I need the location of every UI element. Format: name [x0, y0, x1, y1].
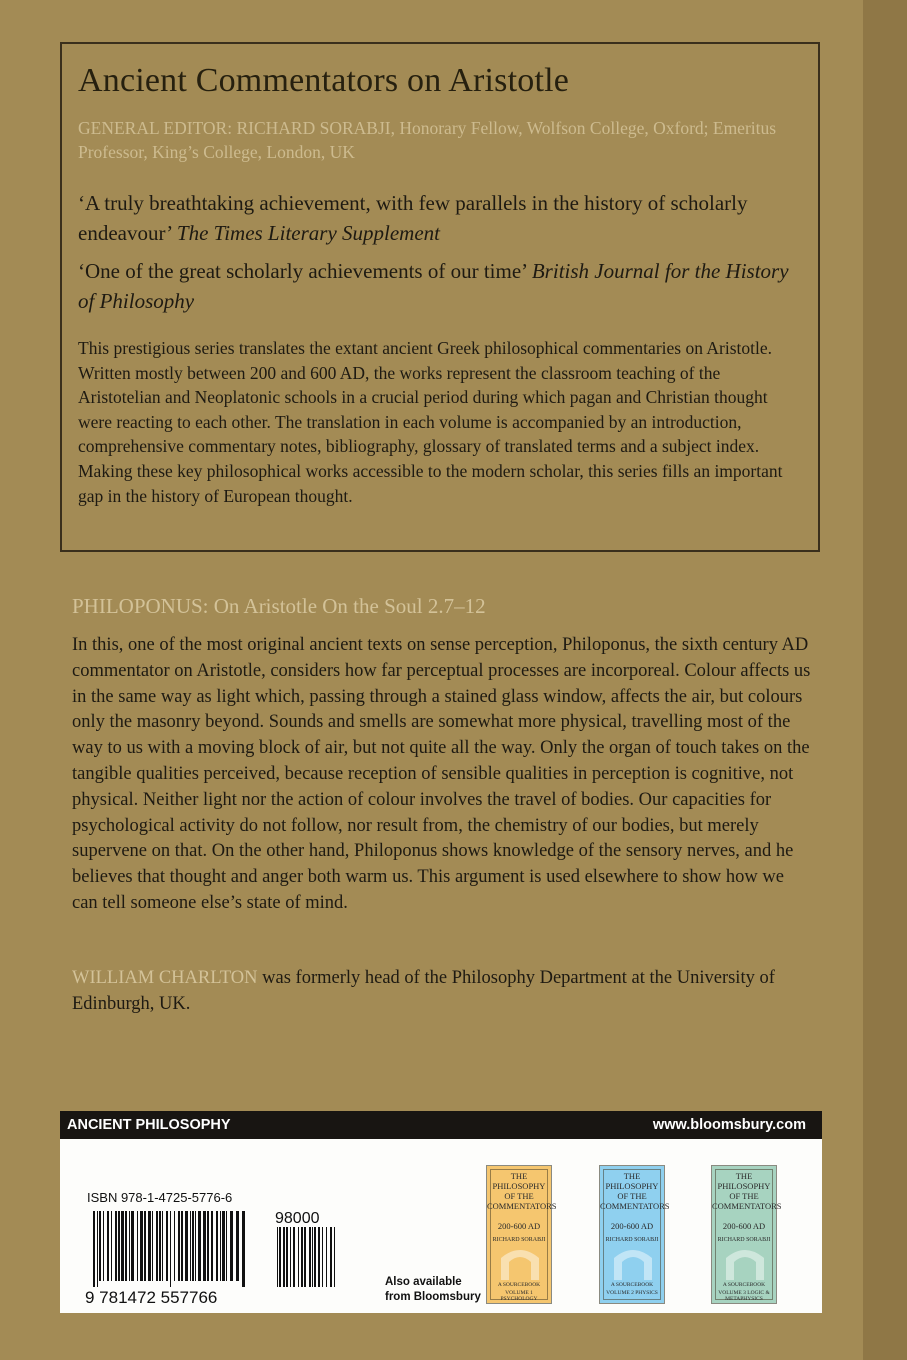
general-editor: GENERAL EDITOR: RICHARD SORABJI, Honorary Fellow, Wolfson College, Oxford; Emeritus Professor, King’s College, London, UK [78, 118, 777, 162]
arch-illustration [612, 1246, 654, 1280]
quote-text: ‘A truly breathtaking achievement, with few parallels in the history of scholarly endeavour’ [78, 191, 748, 245]
cover-volume: VOLUME 3 LOGIC & METAPHYSICS [718, 1290, 770, 1302]
cover-author: RICHARD SORABJI [605, 1237, 659, 1243]
quote-source: The Times Literary Supplement [176, 221, 440, 245]
category-bar [60, 1111, 822, 1139]
price-code: 98000 [275, 1211, 320, 1227]
author-name: WILLIAM CHARLTON [72, 968, 258, 988]
cover-title: THE PHILOSOPHY OF THE COMMENTATORS [487, 1171, 557, 1211]
series-description: This prestigious series translates the extant ancient Greek philosophical commentaries on Aristotle. Written mostly between 200 and 600 AD, the works represent the classroom teaching of the Aristotelian and Neoplatonic schools in a crucial period during which pagan and Christian thought were reacting to each other. The translation in each volume is accompanied by an introduction, comprehensive commentary notes, bibliography, glossary of translated terms and a subject index. Making these key philosophical works accessible to the modern scholar, this series fills an important gap in the history of European thought. [78, 338, 783, 506]
review-quote-2 [78, 256, 798, 316]
isbn: ISBN 978-1-4725-5776-6 [87, 1190, 233, 1205]
barcode-panel [60, 1139, 822, 1313]
cover-years: 200-600 AD [497, 1221, 541, 1231]
cover-author: RICHARD SORABJI [717, 1237, 771, 1243]
barcode-addon-bars [277, 1227, 335, 1287]
arch-illustration [724, 1246, 766, 1280]
cover-years: 200-600 AD [722, 1221, 766, 1231]
barcode-bars [93, 1211, 245, 1287]
cover-volume: VOLUME 2 PHYSICS [606, 1290, 658, 1296]
author-bio-text: was formerly head of the Philosophy Department at the University of Edinburgh, UK. [72, 968, 775, 1014]
cover-label: A SOURCEBOOK [722, 1282, 766, 1288]
quote-text: ‘One of the great scholarly achievements of our time’ [78, 259, 527, 283]
book-blurb: In this, one of the most original ancient texts on sense perception, Philoponus, the sixth century AD commentator on Aristotle, considers how far perceptual processes are incorporeal. Colour affects us in the same way as light which, passing through a stained glass window, affects the air, but colours only the masonry beyond. Sounds and smells are somewhat more physical, travelling most of the way to us with a moving block of air, but not quite all the way. Only the organ of touch takes on the tangible qualities perceived, because reception of sensible qualities in perception is cognitive, not physical. Neither light nor the action of colour involves the travel of bodies. Our capacities for psychological activity do not follow, nor result from, the chemistry of our bodies, but merely supervene on that. On the other hand, Philoponus shows knowledge of the sensory nerves, and he believes that thought and anger both warm us. This argument is used elsewhere to show how we can tell someone else’s state of mind. [72, 635, 811, 913]
publisher-website[interactable]: www.bloomsbury.com [652, 1117, 806, 1133]
arch-illustration [499, 1246, 541, 1280]
cover-volume: VOLUME 1 PSYCHOLOGY [500, 1290, 538, 1302]
related-book-cover-3[interactable] [711, 1165, 782, 1304]
barcode [79, 1211, 359, 1307]
cover-title: THE PHILOSOPHY OF THE COMMENTATORS [712, 1171, 782, 1211]
series-title: Ancient Commentators on Aristotle [78, 62, 570, 99]
quote-source: British Journal for the History of Philosophy [78, 259, 789, 313]
cover-label: A SOURCEBOOK [497, 1282, 541, 1288]
related-book-cover-2[interactable] [599, 1165, 670, 1304]
cover-title: THE PHILOSOPHY OF THE COMMENTATORS [600, 1171, 670, 1211]
category-label: ANCIENT PHILOSOPHY [67, 1117, 231, 1133]
also-line-1: Also available [385, 1276, 462, 1288]
related-book-cover-1[interactable] [486, 1165, 557, 1304]
author-bio [72, 966, 812, 1018]
barcode-digits: 9 781472 557766 [85, 1288, 218, 1307]
spine-edge [863, 0, 907, 1360]
also-line-2: from Bloomsbury [385, 1291, 481, 1303]
book-title: PHILOPONUS: On Aristotle On the Soul 2.7–12 [72, 594, 486, 618]
review-quote-1 [78, 188, 798, 248]
cover-label: A SOURCEBOOK [610, 1282, 654, 1288]
cover-years: 200-600 AD [610, 1221, 654, 1231]
series-box [60, 42, 820, 552]
also-available-label [385, 1275, 481, 1305]
cover-author: RICHARD SORABJI [492, 1237, 546, 1243]
